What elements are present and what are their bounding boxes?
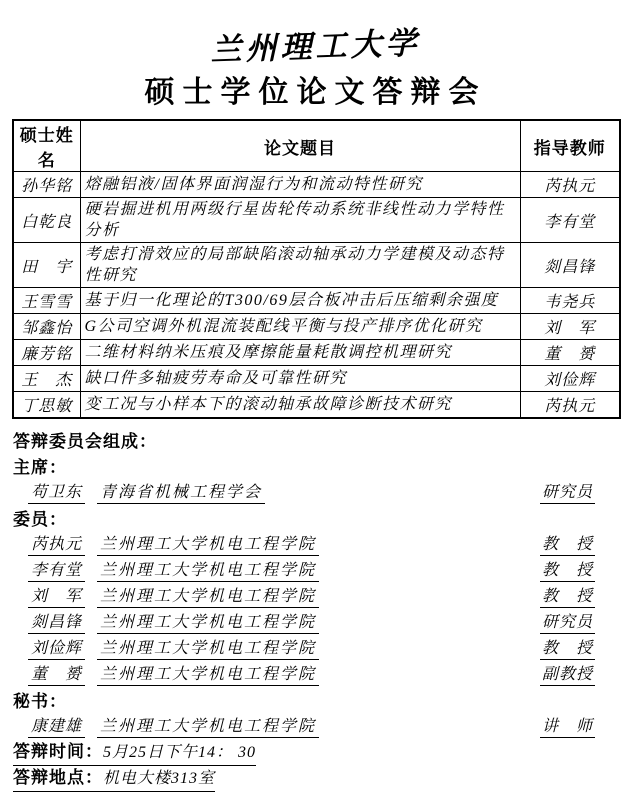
committee-member-row [28, 533, 595, 559]
member-affiliation: 兰州理工大学机电工程学院 [97, 587, 319, 608]
thesis-title: 缺口件多轴疲劳寿命及可靠性研究 [80, 366, 520, 392]
table-row [13, 366, 620, 392]
header-student-name: 硕士姓名 [13, 120, 80, 172]
member-affiliation: 兰州理工大学机电工程学院 [97, 665, 319, 686]
member-name: 刘俭辉 [28, 639, 85, 660]
member-affiliation: 兰州理工大学机电工程学院 [97, 639, 319, 660]
defense-time-value: 5月25日下午14： 30 [103, 744, 257, 761]
student-name: 白乾良 [13, 198, 80, 243]
university-logo: 兰州理工大学 [209, 25, 422, 68]
member-title: 教 授 [540, 639, 595, 660]
committee-heading: 答辩委员会组成： [13, 432, 157, 451]
member-title: 研究员 [540, 613, 595, 634]
member-affiliation: 兰州理工大学机电工程学院 [97, 717, 319, 738]
table-header-row [13, 120, 620, 172]
committee-member-row [28, 663, 595, 689]
advisor-name: 刘俭辉 [520, 366, 620, 392]
header-thesis-title: 论文题目 [80, 120, 520, 172]
chair-label: 主席： [13, 458, 67, 477]
committee-member-row [28, 637, 595, 663]
member-affiliation: 兰州理工大学机电工程学院 [97, 613, 319, 634]
member-name: 董 赟 [28, 665, 85, 686]
advisor-name: 李有堂 [520, 198, 620, 243]
table-row [13, 340, 620, 366]
table-row [13, 198, 620, 243]
chair-row [28, 481, 595, 507]
thesis-title: 考虑打滑效应的局部缺陷滚动轴承动力学建模及动态特性研究 [80, 243, 520, 288]
advisor-name: 芮执元 [520, 172, 620, 198]
defense-location-label: 答辩地点： [13, 768, 103, 787]
defense-time-group [13, 741, 256, 766]
member-title: 教 授 [540, 587, 595, 608]
defense-time-label: 答辩时间： [13, 742, 103, 761]
member-name: 康建雄 [28, 717, 85, 738]
student-name: 田 宇 [13, 243, 80, 288]
header-advisor: 指导教师 [520, 120, 620, 172]
defense-location-value: 机电大楼313室 [103, 770, 216, 787]
student-name: 丁思敏 [13, 392, 80, 419]
student-name: 邹鑫怡 [13, 314, 80, 340]
thesis-title: G公司空调外机混流装配线平衡与投产排序优化研究 [80, 314, 520, 340]
advisor-name: 韦尧兵 [520, 288, 620, 314]
member-affiliation: 青海省机械工程学会 [97, 483, 265, 504]
committee-member-row [28, 559, 595, 585]
member-name: 剡昌锋 [28, 613, 85, 634]
table-row [13, 243, 620, 288]
member-name: 苟卫东 [28, 483, 85, 504]
member-title: 教 授 [540, 561, 595, 582]
committee-member-row [28, 611, 595, 637]
advisor-name: 芮执元 [520, 392, 620, 419]
member-name: 李有堂 [28, 561, 85, 582]
members-label: 委员： [13, 510, 67, 529]
committee-section [0, 429, 631, 793]
member-title: 教 授 [540, 535, 595, 556]
member-affiliation: 兰州理工大学机电工程学院 [97, 535, 319, 556]
thesis-title: 熔融铝液/固体界面润湿行为和流动特性研究 [80, 172, 520, 198]
thesis-defense-table [12, 119, 621, 419]
thesis-title: 二维材料纳米压痕及摩擦能量耗散调控机理研究 [80, 340, 520, 366]
table-row [13, 392, 620, 419]
student-name: 廉芳铭 [13, 340, 80, 366]
page-title: 硕士学位论文答辩会 [144, 76, 487, 109]
member-affiliation: 兰州理工大学机电工程学院 [97, 561, 319, 582]
secretary-label: 秘书： [13, 692, 67, 711]
defense-location-line [13, 767, 631, 793]
table-row [13, 172, 620, 198]
defense-time-line [13, 741, 631, 767]
member-title: 研究员 [540, 483, 595, 504]
student-name: 孙华铭 [13, 172, 80, 198]
advisor-name: 董 赟 [520, 340, 620, 366]
thesis-title: 基于归一化理论的T300/69层合板冲击后压缩剩余强度 [80, 288, 520, 314]
student-name: 王雪雪 [13, 288, 80, 314]
member-name: 刘 军 [28, 587, 85, 608]
member-title: 副教授 [540, 665, 595, 686]
advisor-name: 刘 军 [520, 314, 620, 340]
committee-member-row [28, 585, 595, 611]
thesis-title: 硬岩掘进机用两级行星齿轮传动系统非线性动力学特性分析 [80, 198, 520, 243]
secretary-row [28, 715, 595, 741]
defense-location-group [13, 767, 215, 792]
thesis-title: 变工况与小样本下的滚动轴承故障诊断技术研究 [80, 392, 520, 419]
table-row [13, 314, 620, 340]
table-row [13, 288, 620, 314]
member-name: 芮执元 [28, 535, 85, 556]
advisor-name: 剡昌锋 [520, 243, 620, 288]
student-name: 王 杰 [13, 366, 80, 392]
member-title: 讲 师 [540, 717, 595, 738]
